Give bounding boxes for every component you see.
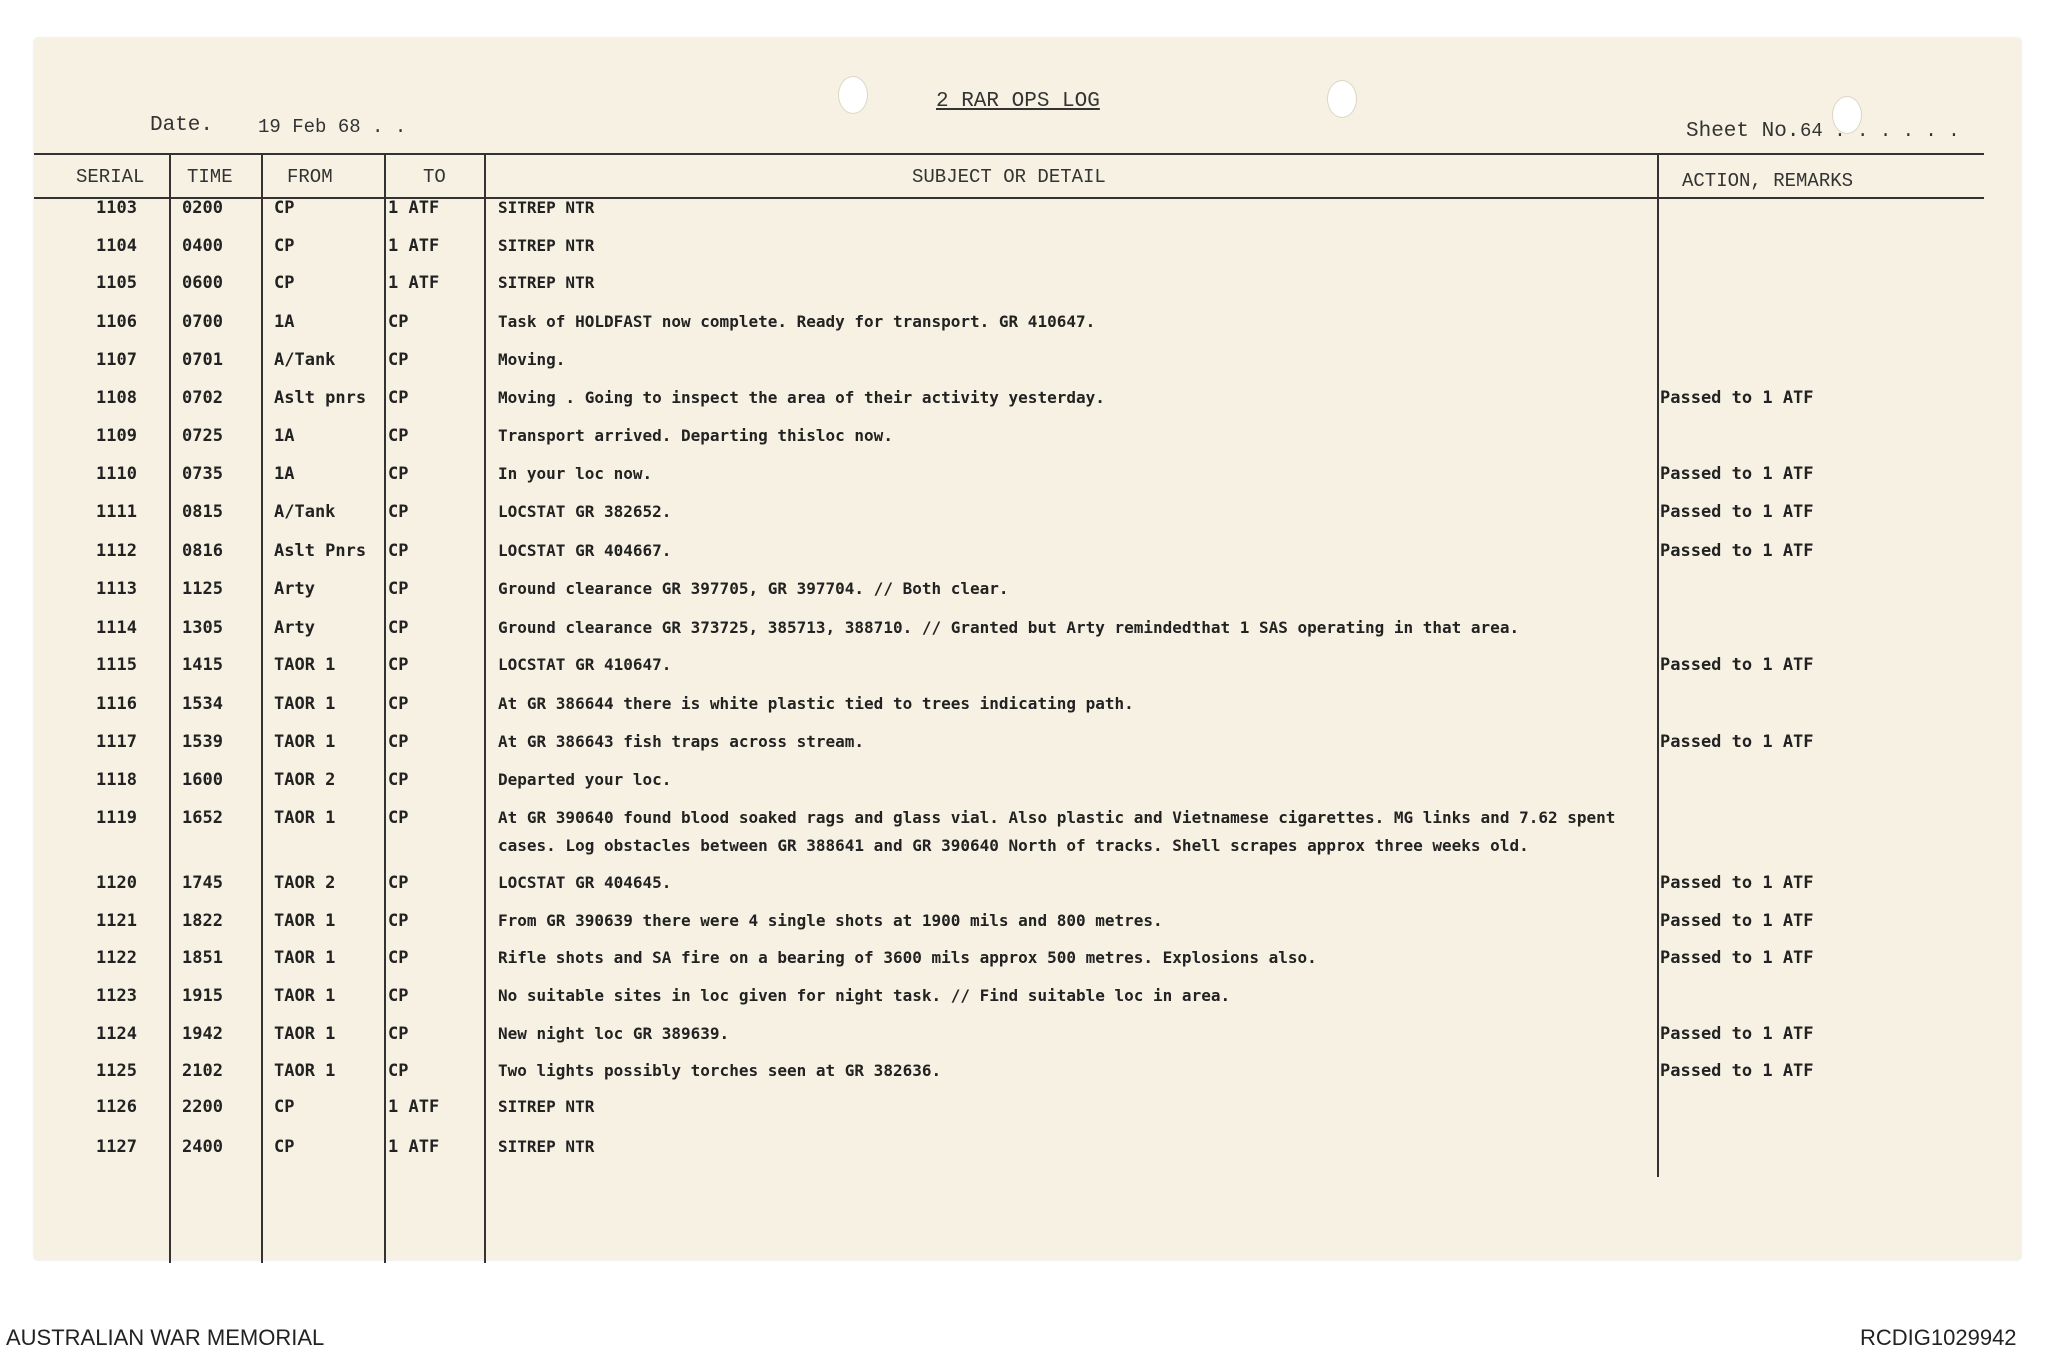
row-from: CP (274, 236, 295, 256)
row-to: CP (388, 873, 409, 893)
row-serial: 1105 (96, 273, 137, 293)
row-serial: 1126 (96, 1097, 137, 1117)
row-detail: From GR 390639 there were 4 single shots at 1900 mils and 800 metres. (498, 911, 1163, 930)
row-action: Passed to 1 ATF (1660, 388, 1814, 408)
row-time: 0735 (182, 464, 223, 484)
column-divider (1657, 153, 1659, 1177)
row-from: CP (274, 273, 295, 293)
row-time: 1851 (182, 948, 223, 968)
row-detail: SITREP NTR (498, 273, 595, 292)
header-bottom-rule (34, 197, 1984, 199)
row-to: CP (388, 388, 409, 408)
row-action: Passed to 1 ATF (1660, 1061, 1814, 1081)
punch-hole (1327, 80, 1357, 118)
row-action: Passed to 1 ATF (1660, 502, 1814, 522)
row-action: Passed to 1 ATF (1660, 1024, 1814, 1044)
row-detail: Task of HOLDFAST now complete. Ready for transport. GR 410647. (498, 312, 1096, 331)
row-detail: No suitable sites in loc given for night task. // Find suitable loc in area. (498, 986, 1231, 1005)
row-detail: Rifle shots and SA fire on a bearing of 3600 mils approx 500 metres. Explosions also. (498, 948, 1317, 967)
row-to: CP (388, 350, 409, 370)
row-to: 1 ATF (388, 1137, 440, 1157)
row-to: CP (388, 808, 409, 828)
row-from: TAOR 1 (274, 911, 336, 931)
row-time: 1915 (182, 986, 223, 1006)
sheet-label: Sheet No. (1686, 120, 1800, 143)
row-to: CP (388, 426, 409, 446)
row-detail: At GR 390640 found blood soaked rags and glass vial. Also plastic and Vietnamese cigarettes. MG links and 7.62 spent (498, 808, 1616, 827)
row-to: 1 ATF (388, 198, 440, 218)
column-divider (169, 153, 171, 1263)
row-serial: 1110 (96, 464, 137, 484)
row-from: 1A (274, 426, 295, 446)
row-serial: 1121 (96, 911, 137, 931)
row-to: CP (388, 1061, 409, 1081)
row-from: CP (274, 1137, 295, 1157)
row-to: CP (388, 464, 409, 484)
row-from: Aslt Pnrs (274, 541, 367, 561)
row-from: CP (274, 1097, 295, 1117)
column-divider (261, 153, 263, 1263)
row-serial: 1113 (96, 579, 137, 599)
row-action: Passed to 1 ATF (1660, 541, 1814, 561)
row-detail: SITREP NTR (498, 1097, 595, 1116)
row-time: 2200 (182, 1097, 223, 1117)
column-divider (384, 153, 386, 1263)
row-from: TAOR 1 (274, 948, 336, 968)
row-time: 2400 (182, 1137, 223, 1157)
row-action: Passed to 1 ATF (1660, 873, 1814, 893)
row-time: 1745 (182, 873, 223, 893)
row-time: 0200 (182, 198, 223, 218)
column-header-subject: SUBJECT OR DETAIL (912, 166, 1106, 188)
row-detail: LOCSTAT GR 404645. (498, 873, 672, 892)
row-time: 0702 (182, 388, 223, 408)
row-detail: Two lights possibly torches seen at GR 382636. (498, 1061, 942, 1080)
row-to: 1 ATF (388, 1097, 440, 1117)
row-time: 1652 (182, 808, 223, 828)
row-time: 0816 (182, 541, 223, 561)
column-divider (484, 153, 486, 1263)
row-serial: 1112 (96, 541, 137, 561)
row-detail: Ground clearance GR 373725, 385713, 388710. // Granted but Arty remindedthat 1 SAS operating in that area. (498, 618, 1520, 637)
date-label: Date. (150, 114, 214, 137)
column-header-from: FROM (287, 166, 333, 188)
header-top-rule (34, 153, 1984, 155)
row-from: TAOR 1 (274, 732, 336, 752)
row-serial: 1120 (96, 873, 137, 893)
row-to: CP (388, 694, 409, 714)
row-time: 1600 (182, 770, 223, 790)
row-detail: Transport arrived. Departing thisloc now. (498, 426, 893, 445)
row-from: TAOR 1 (274, 1061, 336, 1081)
column-header-serial: SERIAL (76, 166, 145, 188)
row-serial: 1117 (96, 732, 137, 752)
row-to: CP (388, 655, 409, 675)
row-serial: 1104 (96, 236, 137, 256)
row-from: TAOR 1 (274, 694, 336, 714)
date-value: 19 Feb 68 . . (258, 116, 407, 138)
row-time: 0815 (182, 502, 223, 522)
row-serial: 1115 (96, 655, 137, 675)
punch-hole (838, 76, 868, 114)
row-to: CP (388, 770, 409, 790)
row-time: 0400 (182, 236, 223, 256)
row-detail: LOCSTAT GR 410647. (498, 655, 672, 674)
row-serial: 1124 (96, 1024, 137, 1044)
row-to: CP (388, 541, 409, 561)
row-serial: 1122 (96, 948, 137, 968)
row-detail: Moving. (498, 350, 566, 369)
row-time: 0725 (182, 426, 223, 446)
archive-id: RCDIG1029942 (1860, 1325, 2017, 1350)
row-action: Passed to 1 ATF (1660, 911, 1814, 931)
row-time: 1125 (182, 579, 223, 599)
row-time: 0701 (182, 350, 223, 370)
column-header-action: ACTION, REMARKS (1682, 170, 1854, 192)
row-from: TAOR 2 (274, 770, 336, 790)
row-from: CP (274, 198, 295, 218)
row-from: Arty (274, 618, 315, 638)
row-serial: 1106 (96, 312, 137, 332)
row-detail: Ground clearance GR 397705, GR 397704. // Both clear. (498, 579, 1009, 598)
row-serial: 1119 (96, 808, 137, 828)
row-serial: 1103 (96, 198, 137, 218)
row-from: TAOR 2 (274, 873, 336, 893)
row-to: 1 ATF (388, 273, 440, 293)
row-detail: LOCSTAT GR 382652. (498, 502, 672, 521)
row-time: 1539 (182, 732, 223, 752)
sheet-value: 64 . . . . . . (1800, 120, 1960, 142)
row-time: 1822 (182, 911, 223, 931)
row-from: TAOR 1 (274, 808, 336, 828)
row-detail: LOCSTAT GR 404667. (498, 541, 672, 560)
row-from: A/Tank (274, 350, 336, 370)
row-time: 1305 (182, 618, 223, 638)
row-time: 1942 (182, 1024, 223, 1044)
row-from: TAOR 1 (274, 986, 336, 1006)
row-serial: 1108 (96, 388, 137, 408)
row-serial: 1118 (96, 770, 137, 790)
row-serial: 1123 (96, 986, 137, 1006)
archive-source: AUSTRALIAN WAR MEMORIAL (6, 1325, 325, 1350)
row-time: 1415 (182, 655, 223, 675)
row-to: CP (388, 312, 409, 332)
row-detail: At GR 386643 fish traps across stream. (498, 732, 865, 751)
row-action: Passed to 1 ATF (1660, 655, 1814, 675)
row-from: TAOR 1 (274, 1024, 336, 1044)
document-title: 2 RAR OPS LOG (936, 90, 1100, 113)
row-detail: SITREP NTR (498, 1137, 595, 1156)
row-from: TAOR 1 (274, 655, 336, 675)
row-from: Aslt pnrs (274, 388, 367, 408)
row-detail: New night loc GR 389639. (498, 1024, 730, 1043)
row-detail: At GR 386644 there is white plastic tied to trees indicating path. (498, 694, 1134, 713)
row-serial: 1116 (96, 694, 137, 714)
row-action: Passed to 1 ATF (1660, 948, 1814, 968)
row-serial: 1114 (96, 618, 137, 638)
row-serial: 1111 (96, 502, 137, 522)
row-serial: 1109 (96, 426, 137, 446)
row-to: CP (388, 1024, 409, 1044)
row-detail: In your loc now. (498, 464, 653, 483)
column-header-to: TO (423, 166, 446, 188)
row-detail: Moving . Going to inspect the area of their activity yesterday. (498, 388, 1105, 407)
row-detail: Departed your loc. (498, 770, 672, 789)
row-from: Arty (274, 579, 315, 599)
row-serial: 1127 (96, 1137, 137, 1157)
row-time: 2102 (182, 1061, 223, 1081)
row-serial: 1107 (96, 350, 137, 370)
row-time: 0700 (182, 312, 223, 332)
row-detail: SITREP NTR (498, 198, 595, 217)
row-to: CP (388, 986, 409, 1006)
row-serial: 1125 (96, 1061, 137, 1081)
row-to: CP (388, 948, 409, 968)
row-to: CP (388, 502, 409, 522)
row-to: CP (388, 579, 409, 599)
row-from: 1A (274, 312, 295, 332)
row-time: 0600 (182, 273, 223, 293)
row-detail: SITREP NTR (498, 236, 595, 255)
row-time: 1534 (182, 694, 223, 714)
column-header-time: TIME (187, 166, 233, 188)
row-action: Passed to 1 ATF (1660, 464, 1814, 484)
row-to: 1 ATF (388, 236, 440, 256)
row-to: CP (388, 732, 409, 752)
row-action: Passed to 1 ATF (1660, 732, 1814, 752)
row-from: 1A (274, 464, 295, 484)
row-from: A/Tank (274, 502, 336, 522)
row-to: CP (388, 911, 409, 931)
row-to: CP (388, 618, 409, 638)
row-detail-continued: cases. Log obstacles between GR 388641 and GR 390640 North of tracks. Shell scrapes approx three weeks old. (498, 836, 1529, 855)
log-sheet (34, 38, 2021, 1260)
